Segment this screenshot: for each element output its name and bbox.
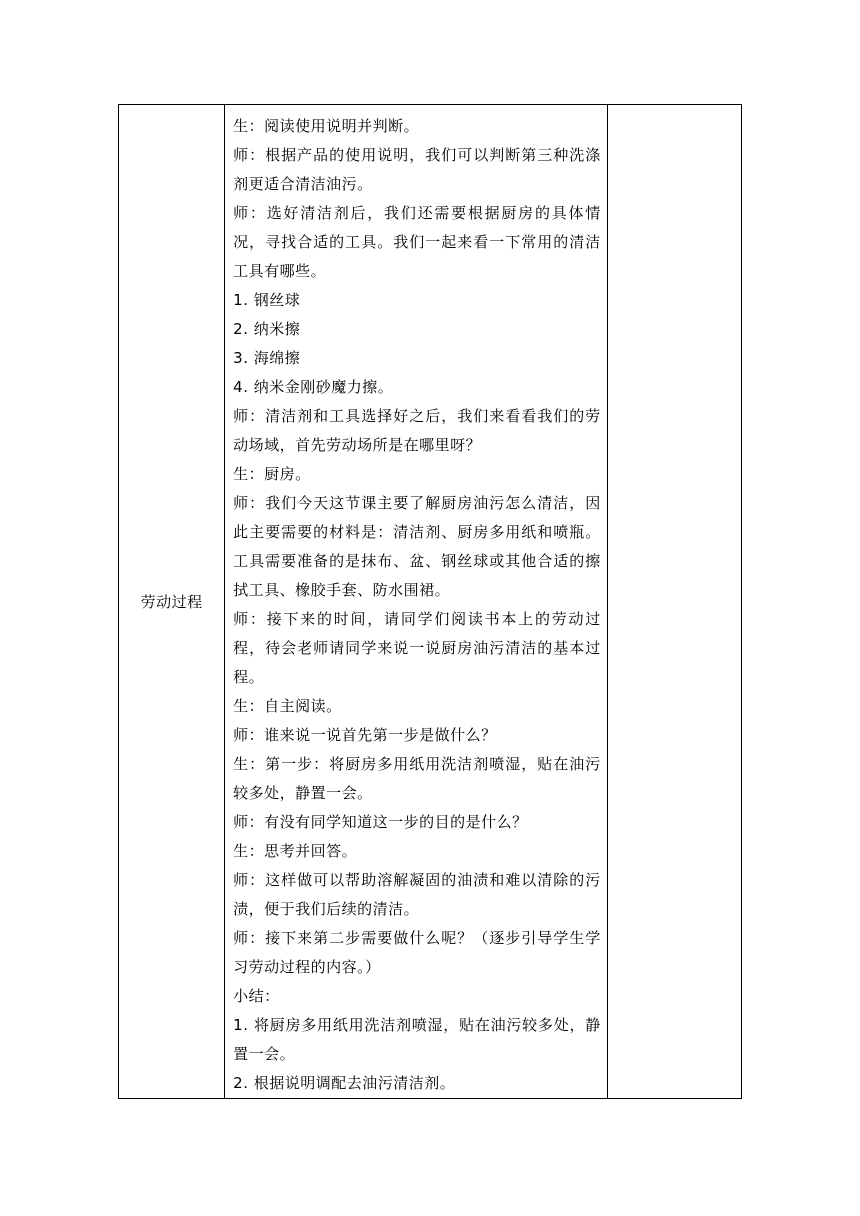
paragraph: 生：自主阅读。 (233, 697, 342, 715)
lesson-plan-table (118, 104, 742, 1099)
notes-cell (607, 105, 741, 1099)
summary-item: 1. 将厨房多用纸用洗洁剂喷湿，贴在油污较多处，静置一会。 (233, 1016, 601, 1063)
summary-heading: 小结： (233, 987, 280, 1005)
list-item: 3. 海绵擦 (233, 349, 301, 367)
paragraph: 师：谁来说一说首先第一步是做什么？ (233, 726, 497, 744)
paragraph: 师：我们今天这节课主要了解厨房油污怎么清洁，因此主要需要的材料是：清洁剂、厨房多用纸和喷瓶。工具需要准备的是抹布、盆、钢丝球或其他合适的擦拭工具、橡胶手套、防水围裙。 (233, 494, 601, 599)
paragraph: 师：根据产品的使用说明，我们可以判断第三种洗涤剂更适合清洁油污。 (233, 146, 601, 193)
list-item: 1. 钢丝球 (233, 291, 301, 309)
paragraph: 师：清洁剂和工具选择好之后，我们来看看我们的劳动场域，首先劳动场所是在哪里呀？ (233, 407, 601, 454)
paragraph: 师：接下来第二步需要做什么呢？（逐步引导学生学习劳动过程的内容。） (233, 929, 601, 976)
content-text-block (225, 105, 607, 1098)
paragraph: 师：选好清洁剂后，我们还需要根据厨房的具体情况，寻找合适的工具。我们一起来看一下常用的清洁工具有哪些。 (233, 204, 601, 280)
paragraph: 师：接下来的时间，请同学们阅读书本上的劳动过程，待会老师请同学来说一说厨房油污清洁的基本过程。 (233, 610, 601, 686)
list-item: 2. 纳米擦 (233, 320, 301, 338)
content-cell (225, 105, 608, 1099)
paragraph: 生：第一步：将厨房多用纸用洗洁剂喷湿，贴在油污较多处，静置一会。 (233, 755, 601, 802)
paragraph: 师：这样做可以帮助溶解凝固的油渍和难以清除的污渍，便于我们后续的清洁。 (233, 871, 601, 918)
paragraph: 生：思考并回答。 (233, 842, 358, 860)
list-item: 4. 纳米金刚砂魔力擦。 (233, 378, 394, 396)
table-row (119, 105, 742, 1099)
paragraph: 生：阅读使用说明并判断。 (233, 117, 420, 135)
section-label: 劳动过程 (140, 593, 203, 611)
summary-item: 2. 根据说明调配去油污清洁剂。 (233, 1074, 456, 1092)
paragraph: 生：厨房。 (233, 465, 311, 483)
section-label-cell (119, 105, 225, 1099)
paragraph: 师：有没有同学知道这一步的目的是什么？ (233, 813, 528, 831)
